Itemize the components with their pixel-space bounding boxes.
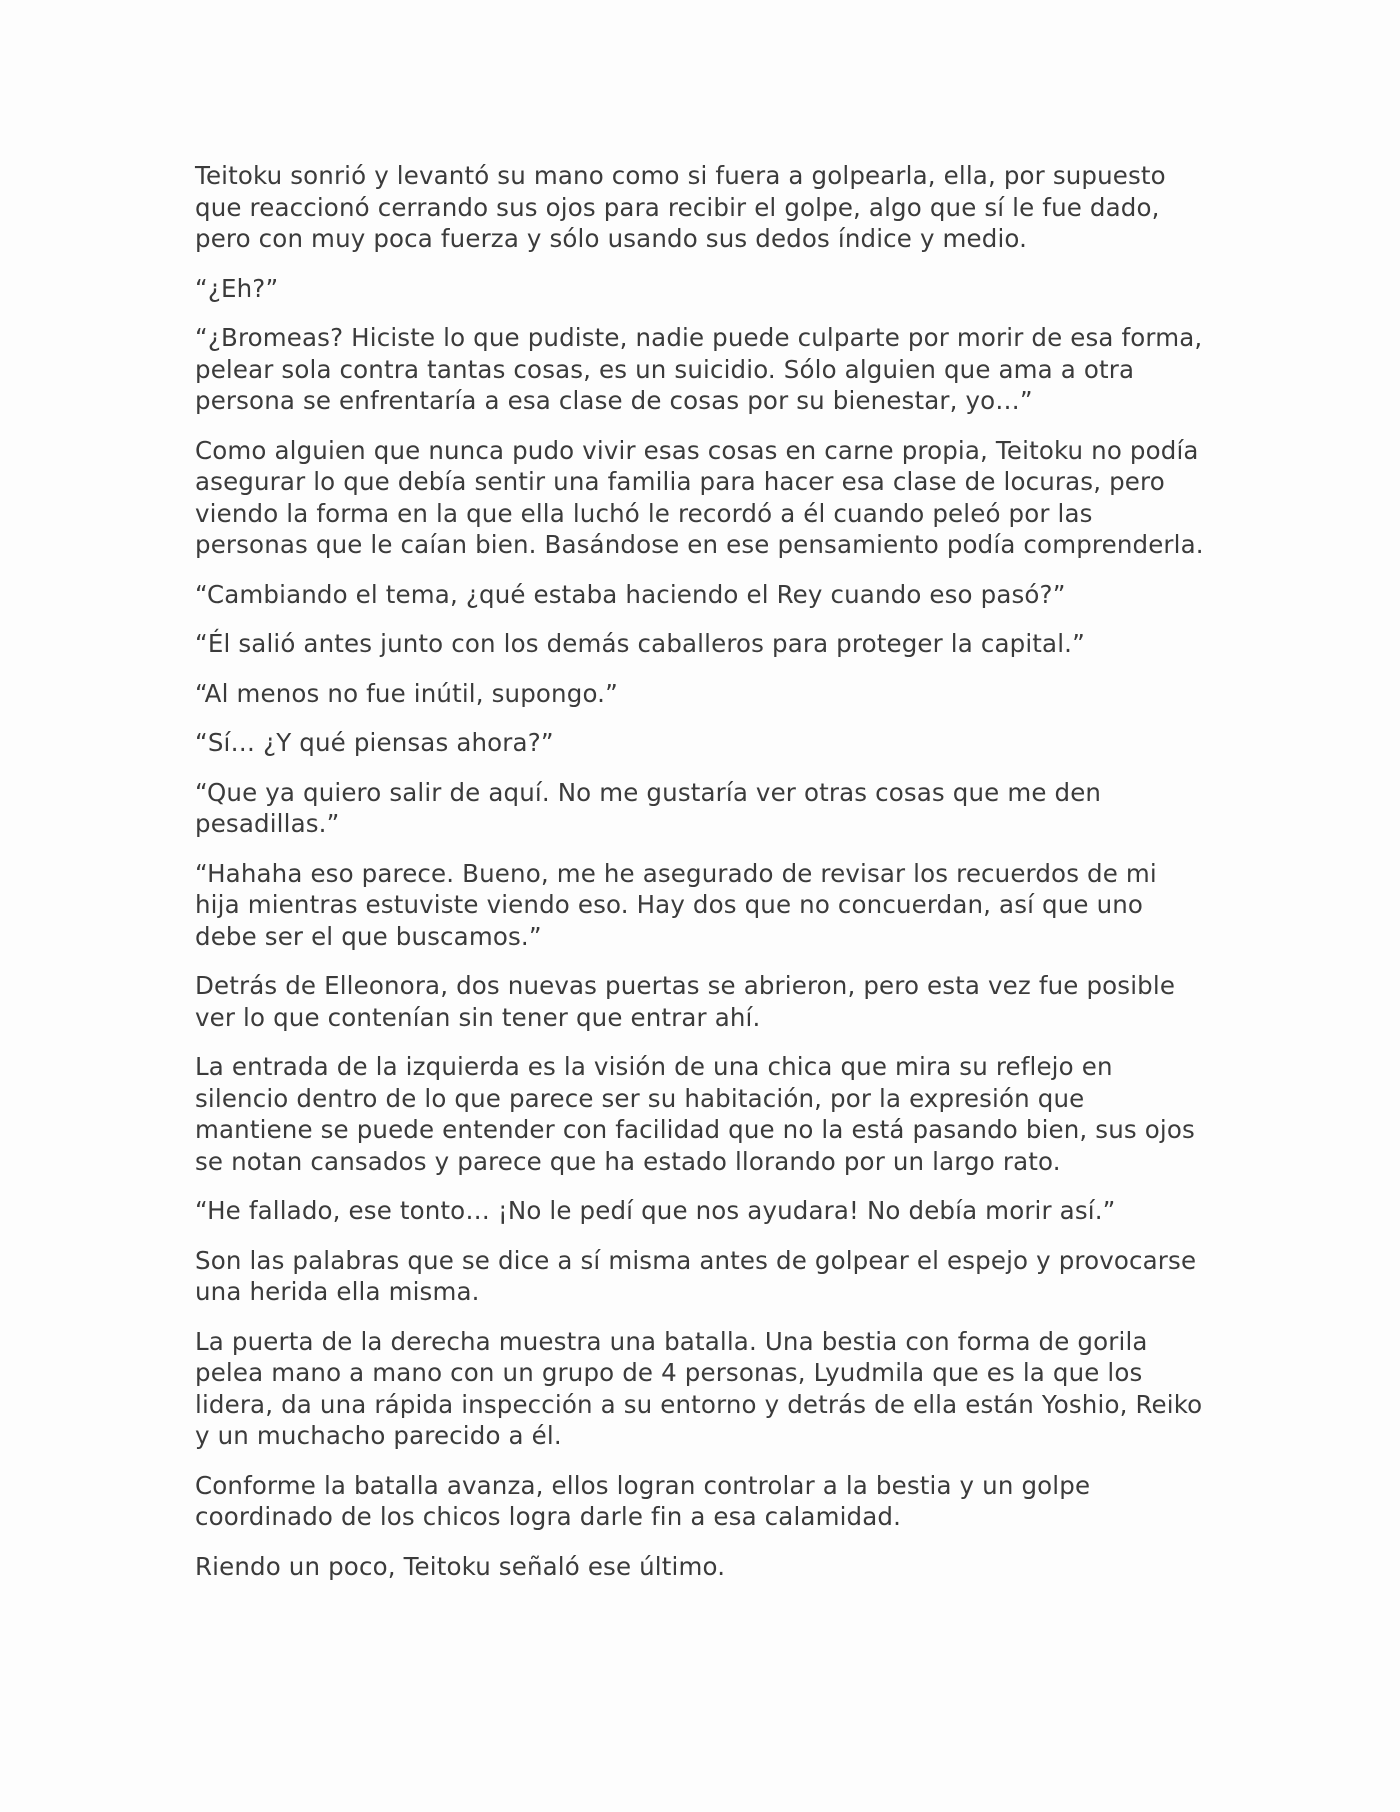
paragraph: “¿Bromeas? Hiciste lo que pudiste, nadie puede culparte por morir de esa forma, pelear sola contra tantas cosas, es un suicidio. Sólo alguien que ama a otra persona se enfrentaría a esa clase de cosas por su bienestar, yo…” [195,323,1203,415]
paragraph: Son las palabras que se dice a sí misma antes de golpear el espejo y provocarse una herida ella misma. [195,1245,1197,1306]
document-body [195,160,1205,1600]
paragraph: La entrada de la izquierda es la visión de una chica que mira su reflejo en silencio dentro de lo que parece ser su habitación, por la expresión que mantiene se puede entender con facilidad que no la está pasando bien, sus ojos se notan cansados y parece que ha estado llorando por un largo rato. [195,1052,1195,1176]
paragraph: “Sí… ¿Y qué piensas ahora?” [195,728,554,757]
paragraph: Como alguien que nunca pudo vivir esas cosas en carne propia, Teitoku no podía asegurar lo que debía sentir una familia para hacer esa clase de locuras, pero viendo la forma en la que ella luchó le recordó a él cuando peleó por las personas que le caían bien. Basándose en ese pensamiento podía comprenderla. [195,435,1204,559]
paragraph: “He fallado, ese tonto… ¡No le pedí que nos ayudara! No debía morir así.” [195,1196,1116,1225]
paragraph: “¿Eh?” [195,273,279,303]
paragraph: Riendo un poco, Teitoku señaló ese último. [195,1551,726,1581]
paragraph: Detrás de Elleonora, dos nuevas puertas se abrieron, pero esta vez fue posible ver lo que contenían sin tener que entrar ahí. [195,971,1176,1032]
paragraph: “Al menos no fue inútil, supongo.” [195,678,618,708]
paragraph: “Él salió antes junto con los demás caballeros para proteger la capital.” [195,629,1085,658]
paragraph: “Cambiando el tema, ¿qué estaba haciendo el Rey cuando eso pasó?” [195,579,1066,609]
paragraph: Conforme la batalla avanza, ellos logran controlar a la bestia y un golpe coordinado de los chicos logra darle fin a esa calamidad. [195,1470,1091,1531]
paragraph: “Hahaha eso parece. Bueno, me he asegurado de revisar los recuerdos de mi hija mientras estuviste viendo eso. Hay dos que no concuerdan, así que uno debe ser el que buscamos.” [195,858,1157,951]
paragraph: Teitoku sonrió y levantó su mano como si fuera a golpearla, ella, por supuesto que reaccionó cerrando sus ojos para recibir el golpe, algo que sí le fue dado, pero con muy poca fuerza y sólo usando sus dedos índice y medio. [195,161,1166,253]
paragraph: La puerta de la derecha muestra una batalla. Una bestia con forma de gorila pelea mano a mano con un grupo de 4 personas, Lyudmila que es la que los lidera, da una rápida inspección a su entorno y detrás de ella están Yoshio, Reiko y un muchacho parecido a él. [195,1326,1203,1450]
paragraph: “Que ya quiero salir de aquí. No me gustaría ver otras cosas que me den pesadillas.” [195,777,1102,838]
